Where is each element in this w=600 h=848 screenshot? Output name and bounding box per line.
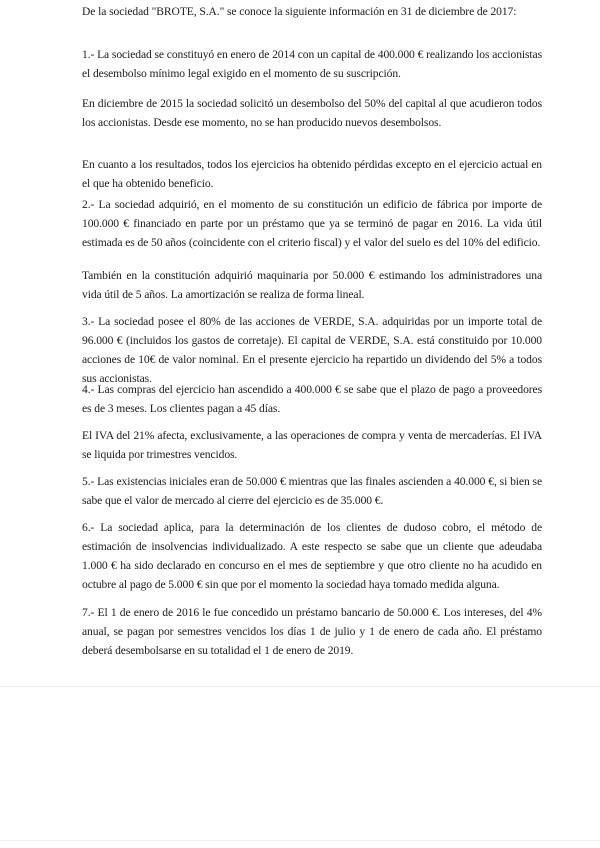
paragraph-maquinaria: También en la constitución adquirió maquinaria por 50.000 € estimando los administradores una vida útil de 5 años. La amortización se realiza de forma lineal. — [82, 269, 542, 301]
paragraph-7-prestamo: 7.- El 1 de enero de 2016 le fue concedido un préstamo bancario de 50.000 €. Los intereses, del 4% anual, se pagan por semestres vencidos los días 1 de julio y 1 de enero de cada año. El préstamo deberá desembolsarse en su totalidad el 1 de enero de 2019. — [82, 606, 542, 657]
paragraph-6-insolvencias: 6.- La sociedad aplica, para la determinación de los clientes de dudoso cobro, el método de estimación de insolvencias individualizado. A este respecto se sabe que un cliente que adeudaba 1.000 € ha sido declarado en concurso en el mes de septiembre y que otro cliente no ha acudido en octubre al pago de 5.000 € sin que por el momento la sociedad haya tomado medida alguna. — [82, 521, 542, 591]
scan-artifact-line — [0, 686, 600, 687]
paragraph-5-existencias: 5.- Las existencias iniciales eran de 50.000 € mientras que las finales ascienden a 40.000 €, si bien se sabe que el valor de mercado al cierre del ejercicio es de 35.000 €. — [82, 475, 542, 507]
scan-artifact-line-bottom — [0, 840, 600, 841]
intro-paragraph: De la sociedad "BROTE, S.A." se conoce la siguiente información en 31 de diciembre de 2017: — [82, 5, 517, 18]
paragraph-2-edificio: 2.- La sociedad adquirió, en el momento de su constitución un edificio de fábrica por importe de 100.000 € financiado en parte por un préstamo que ya se terminó de pagar en 2016. La vida útil estimada es de 50 años (coincidente con el criterio fiscal) y el valor del suelo es del 10% del edificio. — [82, 198, 542, 249]
paragraph-desembolso: En diciembre de 2015 la sociedad solicitó un desembolso del 50% del capital al que acudieron todos los accionistas. Desde ese momento, no se han producido nuevos desembolsos. — [82, 97, 542, 129]
paragraph-1-capital: 1.- La sociedad se constituyó en enero de 2014 con un capital de 400.000 € realizando los accionistas el desembolso mínimo legal exigido en el momento de su suscripción. — [82, 48, 542, 80]
paragraph-4-compras: 4.- Las compras del ejercicio han ascendido a 400.000 € se sabe que el plazo de pago a proveedores es de 3 meses. Los clientes pagan a 45 días. — [82, 383, 542, 415]
paragraph-3-verde: 3.- La sociedad posee el 80% de las acciones de VERDE, S.A. adquiridas por un importe total de 96.000 € (incluidos los gastos de corretaje). El capital de VERDE, S.A. está constituido por 10.000 acciones de 10€ de valor nominal. En el presente ejercicio ha repartido un dividendo del 5% a todos sus accionistas. — [82, 315, 542, 385]
paragraph-iva: El IVA del 21% afecta, exclusivamente, a las operaciones de compra y venta de mercaderías. El IVA se liquida por trimestres vencidos. — [82, 429, 542, 461]
paragraph-resultados: En cuanto a los resultados, todos los ejercicios ha obtenido pérdidas excepto en el ejercicio actual en el que ha obtenido beneficio. — [82, 158, 542, 190]
